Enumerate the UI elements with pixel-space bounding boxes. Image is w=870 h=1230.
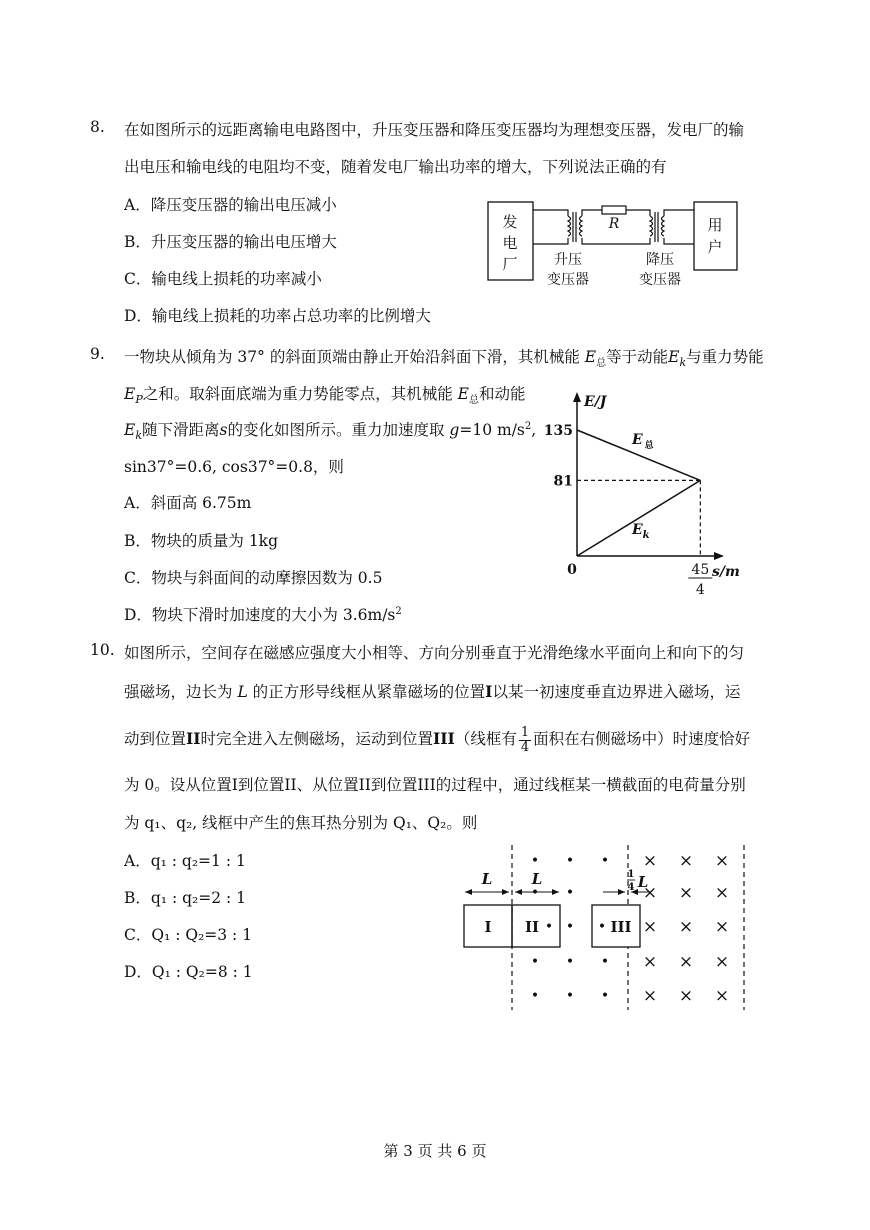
step-up-label-2: 变压器 [547, 272, 589, 288]
q10-number: 10. [90, 641, 115, 659]
frame-label-2: II [524, 918, 540, 936]
q8-stem-line1: 在如图所示的远距离输电电路图中，升压变压器和降压变压器均为理想变压器，发电厂的输 [124, 121, 745, 139]
q9-number: 9. [90, 345, 105, 363]
field-cross: × [714, 917, 730, 937]
field-cross: × [678, 917, 694, 937]
field-cross: × [642, 986, 658, 1006]
q9-energy-chart [540, 388, 750, 600]
q8-option-c: C．输电线上损耗的功率减小 [124, 270, 322, 288]
q9-option-d: D．物块下滑时加速度的大小为 $3.6m/s^2$ [124, 605, 402, 624]
field-dot: • [565, 988, 575, 1004]
field-cross: × [678, 851, 694, 871]
field-dot: • [600, 954, 610, 970]
power-plant-char-2: 电 [502, 234, 518, 252]
quarter-num: 1 [627, 869, 635, 880]
y-tick-label: 135 [543, 423, 573, 439]
field-dot: • [565, 885, 575, 901]
length-label-2: L [531, 870, 543, 888]
y-axis-label: E/J [584, 394, 607, 410]
q9-stem-line1: 一物块从倾角为 37° 的斜面顶端由静止开始沿斜面下滑，其机械能 $E_总$等于动能$E_k$与重力势能 [124, 348, 764, 370]
field-cross: × [678, 883, 694, 903]
user-char-2: 户 [707, 238, 723, 256]
series-line-ek [577, 480, 700, 556]
series-label-e-total: E $_总$ [632, 432, 654, 451]
q10-magnetic-field-diagram [455, 840, 755, 1015]
field-cross: × [678, 986, 694, 1006]
q8-option-a: A．降压变压器的输出电压减小 [124, 196, 337, 214]
x-axis-arrow [714, 552, 724, 560]
step-up-transformer-icon [568, 216, 571, 236]
page-footer: 第 3 页 共 6 页 [383, 1142, 487, 1160]
field-dot: • [565, 919, 575, 935]
q9-option-b: B．物块的质量为 1kg [124, 532, 278, 550]
field-dot: • [530, 853, 540, 869]
step-up-label-1: 升压 [554, 252, 582, 268]
field-cross: × [714, 986, 730, 1006]
q10-stem-line1: 如图所示，空间存在磁感应强度大小相等、方向分别垂直于光滑绝缘水平面向上和向下的匀 [124, 644, 745, 662]
q9-stem-line4: sin37°=0.6, cos37°=0.8，则 [124, 458, 344, 476]
q10-option-a: A．q₁ : q₂=1 : 1 [124, 852, 246, 870]
field-dot: • [600, 988, 610, 1004]
q10-option-c: C．Q₁ : Q₂=3 : 1 [124, 926, 253, 944]
q8-option-b: B．升压变压器的输出电压增大 [124, 233, 337, 251]
frame-3-dot: • [597, 919, 607, 935]
field-dot: • [530, 885, 540, 901]
q10-stem-line4: 为 0。设从位置I到位置II、从位置II到位置III的过程中，通过线框某一横截面的电荷量分别 [124, 776, 746, 794]
q10-option-d: D．Q₁ : Q₂=8 : 1 [124, 963, 253, 981]
q10-stem-line3: 动到位置II时完全进入左侧磁场，运动到位置III（线框有 $\frac{1}{4}$ 面积在右侧磁场中）时速度恰好 [124, 724, 751, 755]
field-cross: × [642, 917, 658, 937]
x-tick-numerator: 45 [691, 562, 710, 578]
field-dot: • [600, 853, 610, 869]
step-down-label-2: 变压器 [639, 272, 681, 288]
x-axis-label: s/m [712, 564, 740, 580]
length-label-1: L [481, 870, 493, 888]
q8-stem-line2: 出电压和输电线的电阻均不变，随着发电厂输出功率的增大，下列说法正确的有 [124, 158, 667, 176]
field-dot: • [565, 853, 575, 869]
power-plant-char-1: 发 [502, 213, 518, 231]
field-dot: • [565, 954, 575, 970]
field-dot: • [530, 954, 540, 970]
resistor-icon [602, 206, 626, 214]
y-axis-arrow [573, 392, 581, 402]
q9-stem-line2: $E_P$之和。取斜面底端为重力势能零点，其机械能 $E_总$和动能 [124, 385, 526, 407]
quarter-l-label: L [637, 873, 649, 891]
field-cross: × [642, 883, 658, 903]
q9-stem-line3: $E_k$随下滑距离s的变化如图所示。重力加速度取 g=10 $m/s^2$, [124, 420, 537, 443]
user-box [694, 202, 737, 270]
field-cross: × [714, 851, 730, 871]
x-tick-denominator: 4 [695, 582, 705, 598]
step-down-label-1: 降压 [646, 252, 674, 268]
q8-number: 8. [90, 118, 105, 136]
q10-stem-line2: 强磁场，边长为 L 的正方形导线框从紧靠磁场的位置I以某一初速度垂直边界进入磁场，运 [124, 682, 741, 701]
field-dot: • [530, 988, 540, 1004]
field-cross: × [678, 952, 694, 972]
quarter-fraction: $\frac{1}{4}$ [520, 724, 530, 755]
q8-option-d: D．输电线上损耗的功率占总功率的比例增大 [124, 307, 431, 325]
frame-label-3: III [610, 918, 632, 936]
q10-option-b: B．q₁ : q₂=2 : 1 [124, 889, 247, 907]
frame-2-dot: • [544, 919, 554, 935]
field-cross: × [714, 952, 730, 972]
resistor-label: R [608, 216, 620, 232]
field-cross: × [714, 883, 730, 903]
user-char-1: 用 [707, 216, 723, 234]
q8-circuit-diagram [480, 192, 750, 292]
field-cross: × [642, 952, 658, 972]
quarter-den: 4 [627, 882, 635, 893]
origin-label: 0 [567, 562, 577, 578]
frame-label-1: I [484, 918, 492, 936]
q9-option-c: C．物块与斜面间的动摩擦因数为 0.5 [124, 569, 383, 587]
q10-stem-line5: 为 q₁、q₂, 线框中产生的焦耳热分别为 Q₁、Q₂。则 [124, 814, 478, 832]
power-plant-char-3: 厂 [502, 255, 518, 273]
series-label-ek: $E_k$ [632, 522, 650, 541]
step-down-transformer-icon [650, 216, 653, 236]
y-tick-label: 81 [553, 473, 573, 490]
field-cross: × [642, 851, 658, 871]
q9-option-a: A．斜面高 6.75m [124, 494, 252, 512]
